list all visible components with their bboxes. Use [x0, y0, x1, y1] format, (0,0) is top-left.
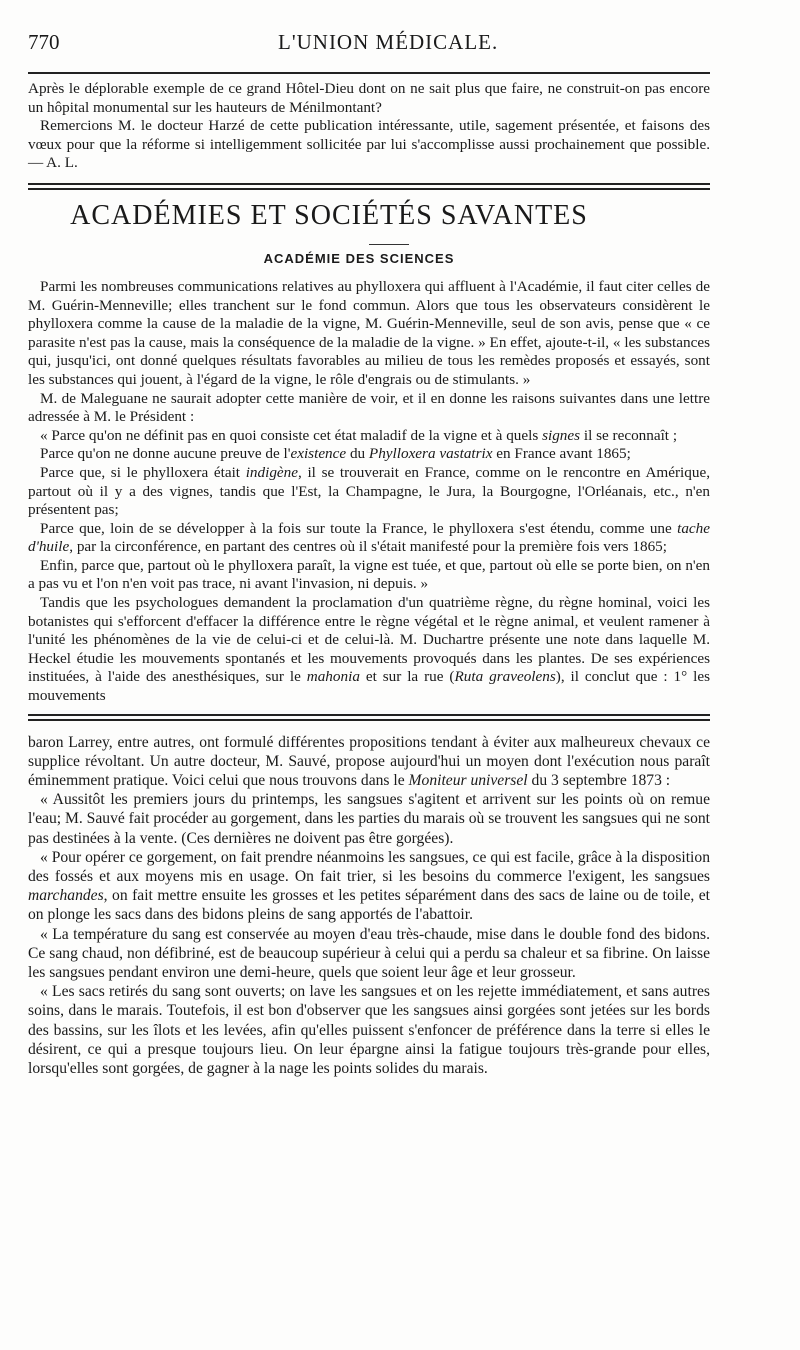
section-title: ACADÉMIES ET SOCIÉTÉS SAVANTES [70, 199, 588, 231]
footer-double-rule [28, 714, 710, 721]
footer-paragraph: baron Larrey, entre autres, ont formulé différentes propositions tendant à éviter aux malheureux chevaux ce supplice révoltant. Un autre docteur, M. Sauvé, propose aujourd'hui un moyen dont l'exécution nous paraît éminemment pratique. Voici celui que nous trouvons dans le Moniteur universel du 3 septembre 1873 : [28, 733, 710, 790]
body-paragraph: Parce qu'on ne donne aucune preuve de l'existence du Phylloxera vastatrix en France avant 1865; [40, 445, 631, 463]
page-number: 770 [28, 30, 60, 54]
sub-title: ACADÉMIE DES SCIENCES [263, 250, 455, 266]
header-rule [28, 72, 710, 74]
page-header [28, 30, 710, 64]
title-divider [369, 244, 409, 245]
body-paragraph: « Parce qu'on ne définit pas en quoi consiste cet état maladif de la vigne et à quels signes il se reconnaît ; [40, 426, 678, 444]
body-paragraph: Enfin, parce que, partout où le phylloxera paraît, la vigne est tuée, et que, partout où elle se porte bien, on n'en a pas vu et l'on n'en voit pas trace, ni avant l'invasion, ni depuis. » [28, 556, 710, 593]
footer-paragraph: « Aussitôt les premiers jours du printemps, les sangsues s'agitent et arrivent sur les points où on remue l'eau; M. Sauvé fait procéder au gorgement, dans les parties du marais où se trouvent les sangsues qui ne sont pas destinées à la vente. (Ces dernières ne doivent pas être gorgées). [28, 791, 710, 847]
body-paragraph: Parce que, loin de se développer à la fois sur toute la France, le phylloxera s'est étendu, comme une tache d'huile, par la circonférence, en partant des centres où il s'était manifesté pour la première fois vers 1865; [28, 519, 710, 556]
body-paragraph: M. de Maleguane ne saurait adopter cette manière de voir, et il en donne les raisons suivantes dans une lettre adressée à M. le Président : [28, 389, 710, 426]
body-paragraph: Parce que, si le phylloxera était indigène, il se trouverait en France, comme on le rencontre en Amérique, partout où il y a des vignes, tandis que l'Est, la Champagne, le Jura, la Bourgogne, l'Orléanais, etc., n'en présentent pas; [28, 463, 710, 519]
footer-paragraph: « La température du sang est conservée au moyen d'eau très-chaude, mise dans le double fond des bidons. Ce sang chaud, non défibriné, est de beaucoup supérieur à celui qui a perdu sa chaleur et sa fibrine. On laisse les sangsues pendant environ une demi-heure, quels que soient leur âge et leur grosseur. [28, 925, 710, 982]
body-paragraph: Parmi les nombreuses communications relatives au phylloxera qui affluent à l'Académie, il faut citer celles de M. Guérin-Menneville; elles tranchent sur le fond commun. Alors que tous les observateurs considèrent le phylloxera comme la cause de la maladie de la vigne, M. Guérin-Menneville, seul de son avis, pense que « ce parasite n'est pas la cause, mais la conséquence de la maladie de la vigne. » En effet, ajoute-t-il, « les substances qui, jusqu'ici, ont donné quelques résultats favorables au milieu de tous les remèdes proposés et essayés, sont les substances qui jouent, à l'égard de la vigne, le rôle d'engrais ou de stimulants. » [28, 277, 710, 388]
body-paragraph: Tandis que les psychologues demandent la proclamation d'un quatrième règne, du règne hominal, voici les botanistes qui s'efforcent d'effacer la différence entre le règne végétal et le règne animal, et veulent ramener à l'unité les phénomènes de la vie de celui-ci et de celui-là. M. Duchartre présente une note dans laquelle M. Heckel étudie les mouvements spontanés et les mouvements provoqués dans les plantes. De ses expériences instituées, à l'aide des anesthésiques, sur le mahonia et sur la rue (Ruta graveolens), il conclut que : 1° les mouvements [28, 594, 711, 705]
section-double-rule [28, 183, 710, 190]
intro-paragraph-2: Remercions M. le docteur Harzé de cette publication intéressante, utile, sagement présentée, et faisons des vœux pour que la réforme si intelligemment sollicitée par lui s'accomplisse aussi prochainement que possible. — A. L. [28, 117, 710, 172]
footer-paragraph: « Les sacs retirés du sang sont ouverts; on lave les sangsues et on les rejette immédiatement, et sans autres soins, dans le marais. Toutefois, il est bon d'observer que les sangsues ainsi gorgées sont jetées sur les bords des bassins, sur les îlots et les levées, afin qu'elles puissent s'enfoncer de préférence dans la terre si elles le désirent, ce qui a presque toujours lieu. On leur épargne ainsi la fatigue toujours très-grande pour elles, lorsqu'elles sont gorgées, de gagner à la nage les points solides du marais. [28, 983, 710, 1078]
footer-paragraph: « Pour opérer ce gorgement, on fait prendre néanmoins les sangsues, ce qui est facile, grâce à la disposition des fossés et aux moyens mis en usage. On fait trier, si les besoins du commerce l'exigent, les sangsues marchandes, on fait mettre ensuite les grosses et les petites séparément dans des sacs de laine ou de toile, et on plonge les sacs dans des bidons pleins de sang apportés de l'abattoir. [28, 848, 710, 924]
journal-title: L'UNION MÉDICALE. [278, 30, 499, 54]
intro-paragraph-1: Après le déplorable exemple de ce grand Hôtel-Dieu dont on ne sait plus que faire, ne construit-on pas encore un hôpital monumental sur les hauteurs de Ménilmontant? [28, 80, 710, 116]
footer-feuilleton [28, 733, 710, 1079]
